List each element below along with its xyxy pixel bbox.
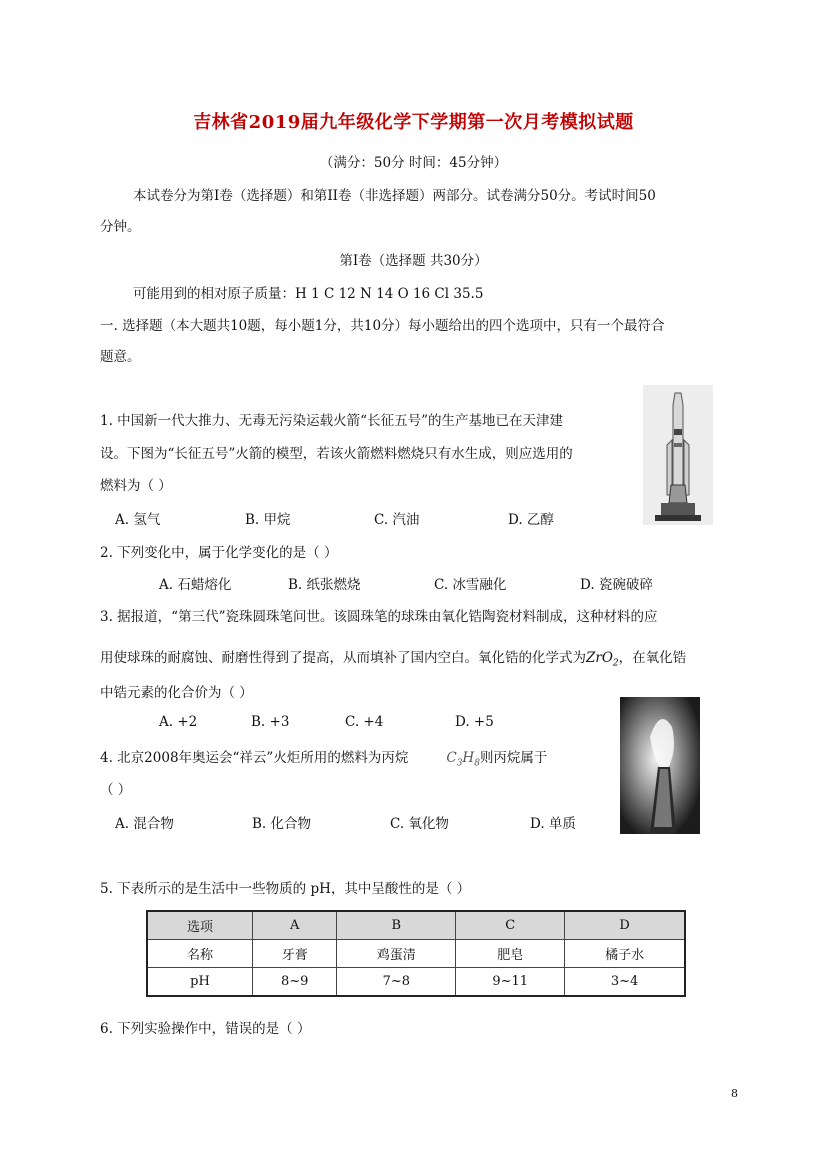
table-cell: 名称 [147,940,253,968]
q2-option-c: C. 冰雪融化 [434,577,507,593]
zro2-formula-sub: 2 [612,658,619,669]
q2-option-b: B. 纸张燃烧 [288,577,361,593]
zro2-formula [586,650,619,669]
intro-line-1: 本试卷分为第Ⅰ卷（选择题）和第II卷（非选择题）两部分。试卷满分50分。考试时间50 [133,188,656,204]
q1-option-a: A. 氢气 [115,512,161,528]
page-title: 吉林省2019届九年级化学下学期第一次月考模拟试题 [193,112,634,133]
q3-option-d: D. +5 [455,714,494,730]
q2-stem: 2. 下列变化中，属于化学变化的是（ ） [100,545,338,561]
q4-line-1 [100,746,547,769]
q3-line-2 [100,646,686,669]
q3-option-c: C. +4 [345,714,384,730]
table-cell: 橘子水 [565,940,685,968]
q3-option-b: B. +3 [251,714,290,730]
table-cell: 9~11 [456,968,565,997]
q1-line-2: 设。下图为“长征五号”火箭的模型，若该火箭燃料燃烧只有水生成，则应选用的 [100,446,573,462]
ph-table [146,910,686,997]
q2-option-d: D. 瓷碗破碎 [580,577,653,593]
score-time-line: （满分：50分 时间：45分钟） [319,155,508,171]
table-cell: 牙膏 [253,940,337,968]
ph-table-header-cell: 选项 [147,911,253,940]
q1-option-b: B. 甲烷 [245,512,291,528]
ph-table-header-cell: A [253,911,337,940]
c3h8-formula-c-sub: 3 [456,758,463,769]
q5-stem: 5. 下表所示的是生活中一些物质的 pH，其中呈酸性的是（ ） [100,881,471,897]
ph-table-header-cell: C [456,911,565,940]
table-cell: 8~9 [253,968,337,997]
q2-option-a: A. 石蜡熔化 [159,577,232,593]
q4-line-1-text: 4. 北京2008年奥运会“祥云”火炬所用的燃料为丙烷 [100,750,409,766]
q3-line-1: 3. 据报道，“第三代”瓷珠圆珠笔问世。该圆珠笔的球珠由氧化锆陶瓷材料制成，这种材料的应 [100,609,658,625]
q6-stem: 6. 下列实验操作中，错误的是（ ） [100,1021,311,1037]
table-cell: 7~8 [337,968,456,997]
ph-table-header-row [147,911,685,940]
q3-line-2-tail: ，在氧化锆 [618,650,687,666]
section-heading-line-1: 一. 选择题（本大题共10题，每小题1分，共10分）每小题给出的四个选项中，只有一个最符合 [100,318,665,334]
q4-option-a: A. 混合物 [115,816,174,832]
q1-line-1: 1. 中国新一代大推力、无毒无污染运载火箭“长征五号”的生产基地已在天津建 [100,413,563,429]
table-cell: 肥皂 [456,940,565,968]
ph-table-header-cell: B [337,911,456,940]
rocket-photo [643,385,713,525]
q3-line-2-text: 用使球珠的耐腐蚀、耐磨性得到了提高，从而填补了国内空白。氧化锆的化学式为 [100,650,586,666]
torch-photo [620,697,700,834]
q4-option-d: D. 单质 [530,816,576,832]
q4-line-2: （ ） [100,782,132,798]
c3h8-formula-h: H [462,750,475,766]
c3h8-formula-h-sub: 8 [474,758,480,769]
table-cell: 鸡蛋清 [337,940,456,968]
section-title: 第Ⅰ卷（选择题 共30分） [339,253,488,269]
zro2-formula-main: ZrO [586,650,613,666]
q4-option-c: C. 氧化物 [390,816,449,832]
table-cell: 3~4 [565,968,685,997]
q4-line-1-tail: 则丙烷属于 [479,750,548,766]
q1-option-c: C. 汽油 [374,512,420,528]
table-cell: pH [147,968,253,997]
q3-line-3: 中锆元素的化合价为（ ） [100,685,253,701]
atomic-mass-line: 可能用到的相对原子质量：H 1 C 12 N 14 O 16 Cl 35.5 [133,286,484,302]
table-row [147,968,685,997]
q1-line-3: 燃料为（ ） [100,478,172,494]
ph-table-header-cell: D [565,911,685,940]
page-number: 8 [731,1087,738,1100]
c3h8-formula [446,750,480,769]
intro-line-2: 分钟。 [100,219,141,235]
c3h8-formula-c: C [446,750,457,766]
q3-option-a: A. +2 [159,714,198,730]
section-heading-line-2: 题意。 [100,349,141,365]
table-row [147,940,685,968]
q1-option-d: D. 乙醇 [508,512,554,528]
q4-option-b: B. 化合物 [252,816,312,832]
